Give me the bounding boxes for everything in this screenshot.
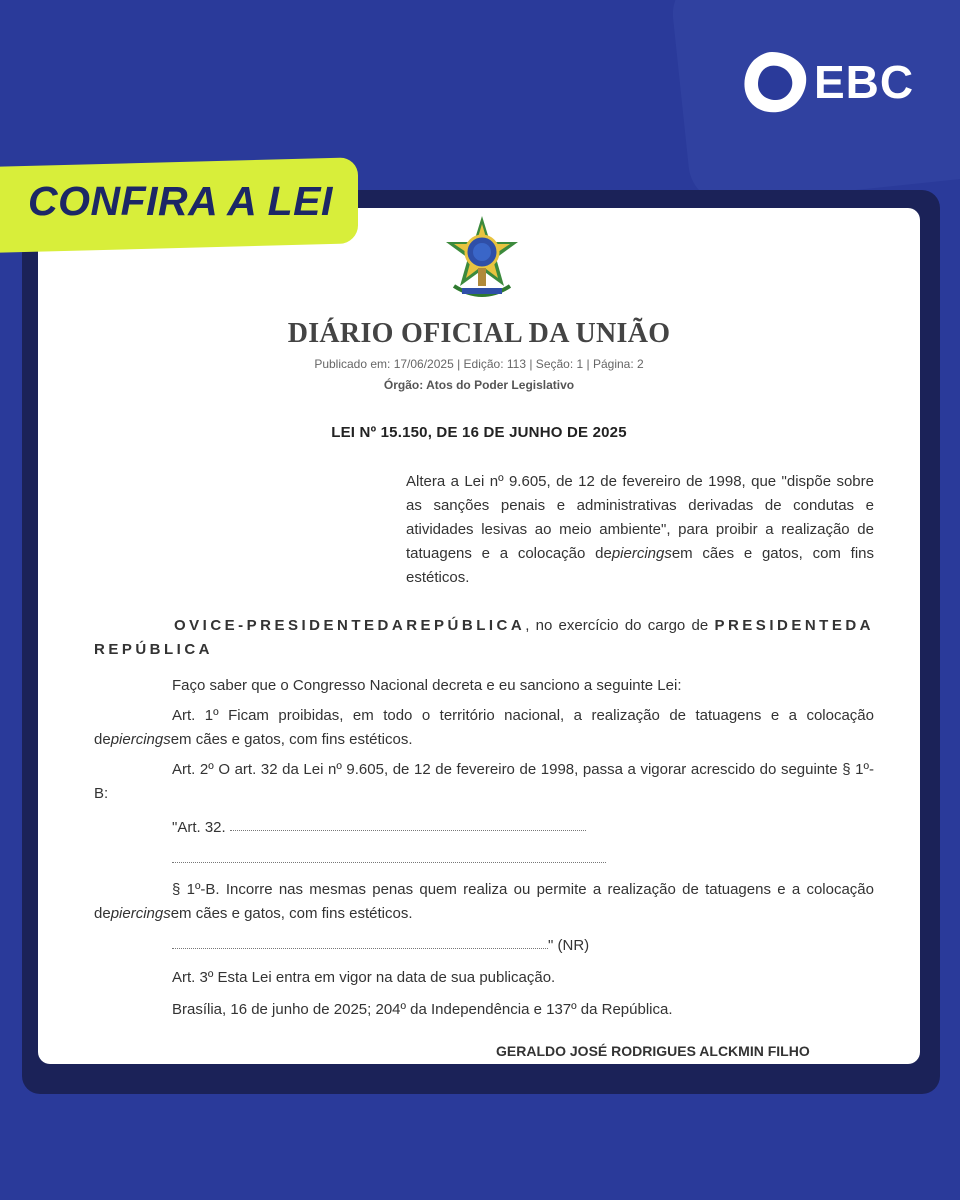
president-title: PRESIDENTEDA REPÚBLICA <box>94 617 874 658</box>
paragraph-1b-text: § 1º-B. Incorre nas mesmas penas quem realiza ou permite a realização de tatuagens e a colocação de <box>94 881 874 922</box>
dotted-line <box>230 830 586 831</box>
summary-text-end: em cães e gatos, com fins estéticos. <box>406 545 874 586</box>
article-1-text: Art. 1º Ficam proibidas, em todo o território nacional, a realização de tatuagens e a colocação de <box>94 707 874 748</box>
publication-info: Publicado em: 17/06/2025 | Edição: 113 | Seção: 1 | Página: 2 <box>314 357 644 371</box>
article-32-quote: "Art. 32. <box>172 819 226 836</box>
dotted-line <box>172 862 606 863</box>
article-1-italic: piercings <box>110 731 171 748</box>
orgao-info: Órgão: Atos do Poder Legislativo <box>383 378 575 392</box>
nr-note: " (NR) <box>548 937 590 954</box>
law-summary <box>406 470 874 590</box>
paragraph-1b <box>94 878 874 926</box>
tag-label: CONFIRA A LEI <box>28 178 333 224</box>
ebc-logo <box>742 50 914 114</box>
brazil-map-icon <box>742 50 808 114</box>
article-1-text-end: em cães e gatos, com fins estéticos. <box>170 731 413 748</box>
article-1 <box>94 704 874 752</box>
coat-of-arms-icon <box>440 214 524 302</box>
dotted-line <box>172 948 548 949</box>
document-title: DIÁRIO OFICIAL DA UNIÃO <box>287 318 671 349</box>
date-line: Brasília, 16 de junho de 2025; 204º da Independência e 137º da República. <box>172 1001 673 1018</box>
law-title: LEI Nº 15.150, DE 16 DE JUNHO DE 2025 <box>331 424 627 441</box>
paragraph-1b-text-end: em cães e gatos, com fins estéticos. <box>170 905 413 922</box>
article-2: Art. 2º O art. 32 da Lei nº 9.605, de 12 de fevereiro de 1998, passa a vigorar acrescido do seguinte § 1º-B: <box>94 761 874 802</box>
vp-title: OVICE-PRESIDENTEDAREPÚBLICA <box>174 617 526 634</box>
vp-paragraph <box>94 614 874 662</box>
vp-text: , no exercício do cargo de <box>525 617 715 634</box>
summary-italic: piercings <box>611 545 672 562</box>
summary-text: Altera a Lei nº 9.605, de 12 de fevereiro de 1998, que "dispõe sobre as sanções penais e administrativas derivadas de condutas e atividades lesivas ao meio ambiente", para proibir a realização de tatuagens e a colocação de <box>406 473 874 562</box>
paragraph-1b-italic: piercings <box>110 905 171 922</box>
signer-name: GERALDO JOSÉ RODRIGUES ALCKMIN FILHO <box>496 1043 810 1059</box>
logo-text: EBC <box>814 56 915 108</box>
enactment-text: Faço saber que o Congresso Nacional decreta e eu sanciono a seguinte Lei: <box>172 677 682 694</box>
article-3: Art. 3º Esta Lei entra em vigor na data de sua publicação. <box>172 969 556 986</box>
